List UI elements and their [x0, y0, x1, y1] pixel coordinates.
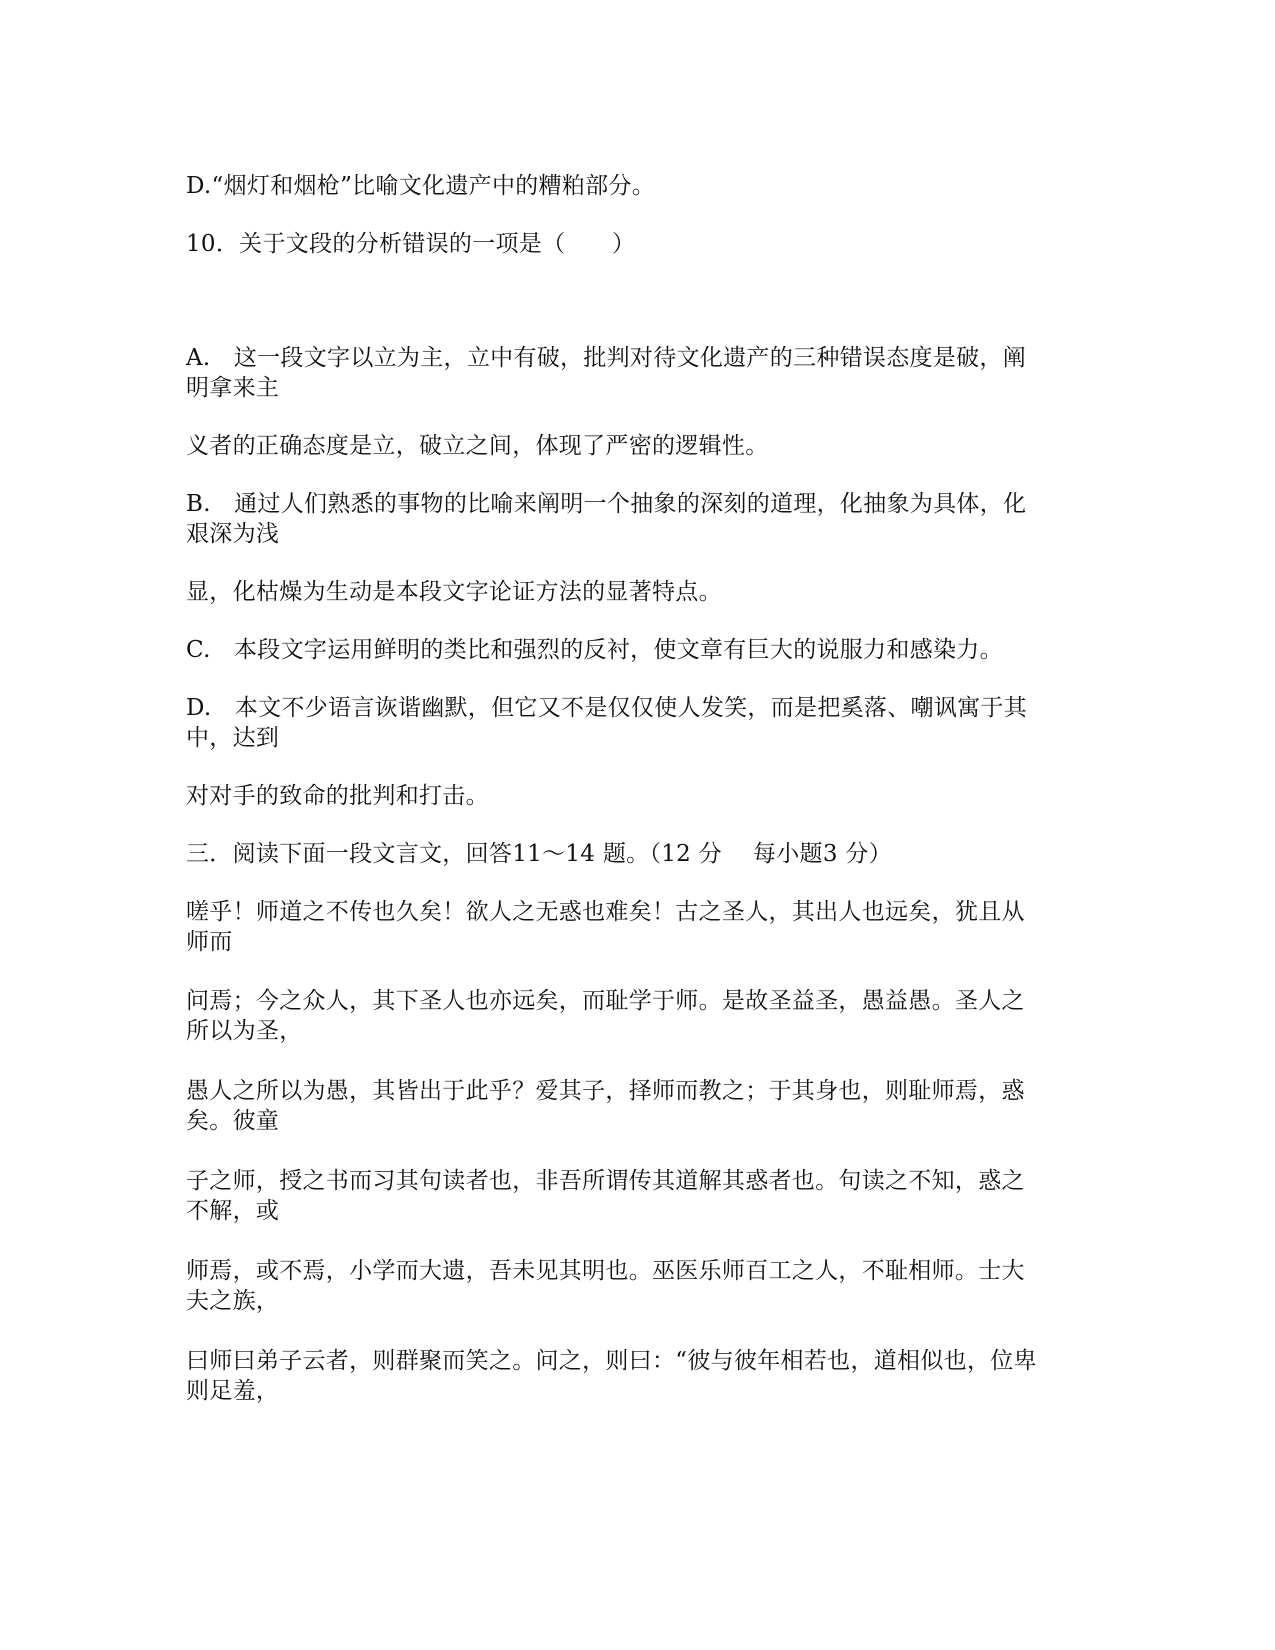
- option-b-line-2: 艰深为浅: [186, 521, 280, 547]
- passage-line-12: 则足羞，: [186, 1378, 280, 1404]
- question-10: 10．关于文段的分析错误的一项是（ ）: [186, 231, 636, 257]
- option-b-line-3: 显，化枯燥为生动是本段文字论证方法的显著特点。: [186, 579, 722, 605]
- option-a-line-2: 明拿来主: [186, 375, 280, 401]
- option-d2-line-3: 对对手的致命的批判和打击。: [186, 783, 489, 809]
- option-a-line-1: A. 这一段文字以立为主，立中有破，批判对待文化遗产的三种错误态度是破，阐: [186, 345, 1027, 371]
- section-three-heading: 三．阅读下面一段文言文，回答11～14 题。（12 分 每小题3 分）: [186, 841, 892, 867]
- option-c-line: C. 本段文字运用鲜明的类比和强烈的反衬，使文章有巨大的说服力和感染力。: [186, 637, 1003, 663]
- passage-line-4: 所以为圣，: [186, 1018, 303, 1044]
- option-d2-line-2: 中，达到: [186, 725, 280, 751]
- passage-line-3: 问焉；今之众人，其下圣人也亦远矣，而耻学于师。是故圣益圣，愚益愚。圣人之: [186, 988, 1025, 1014]
- option-d-line: D.“烟灯和烟枪”比喻文化遗产中的糟粕部分。: [186, 173, 656, 199]
- passage-line-7: 子之师，授之书而习其句读者也，非吾所谓传其道解其惑者也。句读之不知，惑之: [186, 1168, 1025, 1194]
- passage-line-8: 不解，或: [186, 1198, 280, 1224]
- passage-line-9: 师焉，或不焉，小学而大遗，吾未见其明也。巫医乐师百工之人，不耻相师。士大: [186, 1258, 1025, 1284]
- passage-line-11: 曰师曰弟子云者，则群聚而笑之。问之，则曰：“彼与彼年相若也，道相似也，位卑: [186, 1348, 1037, 1374]
- passage-line-10: 夫之族，: [186, 1288, 280, 1314]
- passage-line-6: 矣。彼童: [186, 1108, 280, 1134]
- passage-line-1: 嗟乎！师道之不传也久矣！欲人之无惑也难矣！古之圣人，其出人也远矣，犹且从: [186, 899, 1025, 925]
- option-b-line-1: B. 通过人们熟悉的事物的比喻来阐明一个抽象的深刻的道理，化抽象为具体，化: [186, 491, 1027, 517]
- option-d2-line-1: D. 本文不少语言诙谐幽默，但它又不是仅仅使人发笑，而是把奚落、嘲讽寓于其: [186, 695, 1028, 721]
- passage-line-5: 愚人之所以为愚，其皆出于此乎？爱其子，择师而教之；于其身也，则耻师焉，惑: [186, 1078, 1025, 1104]
- passage-line-2: 师而: [186, 929, 233, 955]
- option-a-line-3: 义者的正确态度是立，破立之间，体现了严密的逻辑性。: [186, 433, 769, 459]
